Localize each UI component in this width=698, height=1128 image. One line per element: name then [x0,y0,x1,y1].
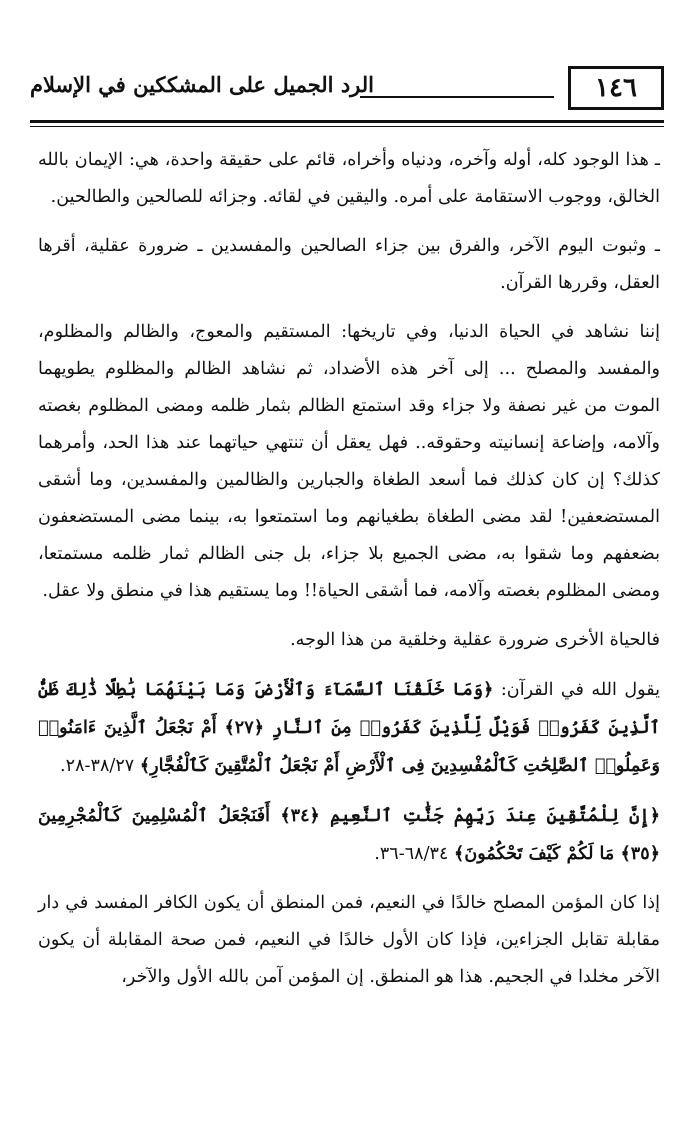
verse-reference: ٦٨/٣٤-٣٦. [374,844,455,864]
paragraph: إننا نشاهد في الحياة الدنيا، وفي تاريخها: المستقيم والمعوج، والظالم والمظلوم، والمفسد والمصلح ... إلى آخر هذه الأضداد، ثم نشاهد الظالم والمظلوم يطويهما الموت من غير نصفة ولا جزاء وقد استمتع الظالم بثمار ظلمه ومضى المظلوم بغصته وآلامه، وإضاعة إنسانيته وحقوقه.. فهل يعقل أن تنتهي حياتهما عند هذا الحد، وأمرهما كذلك؟ إن كان كذلك فما أسعد الطغاة والجبارين والظالمين والمفسدين، وما أشقى المستضعفين! لقد مضى الطغاة بطغيانهم وما استمتعوا به، بينما مضى المستضعفون بضعفهم وما شقوا به، مضى الجميع بلا جزاء، بل جنى الظالم ثمار ظلمه مستمتعا، ومضى المظلوم بغصته وآلامه، فما أشقى الحياة!! وما يستقيم هذا في منطق ولا عقل. [38,322,660,601]
paragraph: إذا كان المؤمن المصلح خالدًا في النعيم، فمن المنطق أن يكون الكافر المفسد في دار مقابلة تقابل الجزاءين، فإذا كان الأول خالدًا في النعيم، فمن صحة المقابلة أن يكون الآخر مخلدا في الجحيم. هذا هو المنطق. إن المؤمن آمن بالله الأول والآخر، [38,893,660,987]
verse-reference: ٣٨/٢٧-٢٨. [60,756,140,776]
book-title: الرد الجميل على المشككين في الإسلام [30,72,374,97]
header-divider [360,96,554,98]
header-rule-thick [30,120,664,123]
quran-quote-paragraph [38,671,660,785]
paragraph: ـ وثبوت اليوم الآخر، والفرق بين جزاء الصالحين والمفسدين ـ ضرورة عقلية، أقرها العقل، وقررها القرآن. [38,236,660,293]
header-rule-thin [30,126,664,127]
page-number: ١٤٦ [568,66,664,110]
paragraph: ـ هذا الوجود كله، أوله وآخره، ودنياه وأخراه، قائم على حقيقة واحدة، هي: الإيمان بالله الخالق، ووجوب الاستقامة على أمره. واليقين في لقائه. وجزائه للصالحين والطالحين. [38,150,660,207]
running-header [30,62,664,120]
quote-intro: يقول الله في القرآن: [493,680,660,700]
quran-quote-paragraph [38,797,660,873]
paragraph: فالحياة الأخرى ضرورة عقلية وخلقية من هذا الوجه. [290,630,660,650]
quran-verse: ﴿إِنَّ لِلْمُتَّقِينَ عِندَ رَبِّهِمْ جَنَّٰتِ ٱلنَّعِيمِ ﴿٣٤﴾ أَفَنَجْعَلُ ٱلْمُسْلِمِينَ كَٱلْمُجْرِمِينَ ﴿٣٥﴾ مَا لَكُمْ كَيْفَ تَحْكُمُونَ﴾ [38,805,660,864]
page-body [38,142,660,1008]
quran-verse: ﴿وَمَا خَلَقْنَا ٱلسَّمَآءَ وَٱلْأَرْضَ وَمَا بَيْنَهُمَا بَٰطِلًا ذَٰلِكَ ظَنُّ ٱلَّذِينَ كَفَرُوا۟ فَوَيْلٌ لِّلَّذِينَ كَفَرُوا۟ مِنَ ٱلنَّارِ ﴿٢٧﴾ أَمْ نَجْعَلُ ٱلَّذِينَ ءَامَنُوا۟ وَعَمِلُوا۟ ٱلصَّٰلِحَٰتِ كَٱلْمُفْسِدِينَ فِى ٱلْأَرْضِ أَمْ نَجْعَلُ ٱلْمُتَّقِينَ كَٱلْفُجَّارِ﴾ [38,679,661,776]
